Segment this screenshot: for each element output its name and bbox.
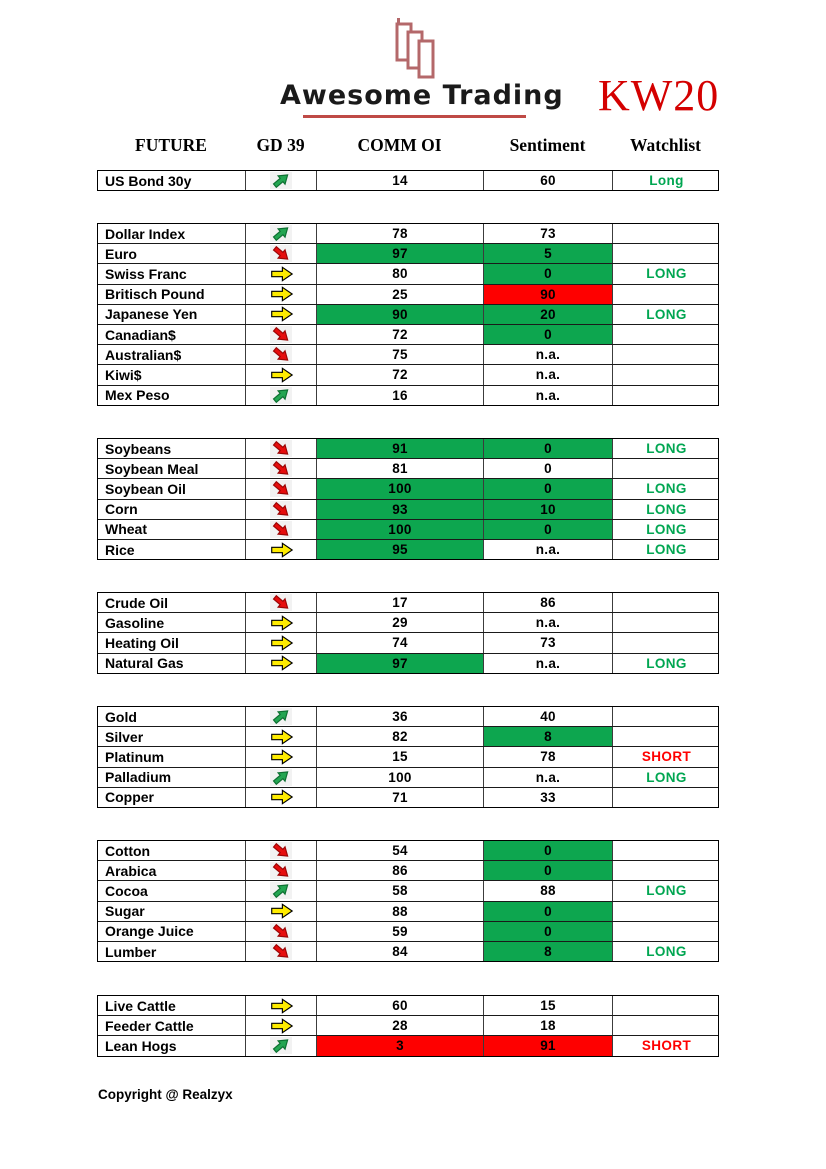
comm-oi-value: 97	[317, 654, 484, 673]
table-row	[98, 224, 718, 244]
trend-cell	[246, 325, 317, 344]
future-name: Heating Oil	[98, 633, 246, 652]
trend-cell	[246, 788, 317, 807]
yellow-right-arrow-icon	[268, 998, 295, 1014]
watchlist-label	[613, 459, 720, 478]
watchlist-label	[613, 345, 720, 364]
table-row	[98, 365, 718, 385]
comm-oi-value: 17	[317, 593, 484, 612]
sentiment-value: 40	[484, 707, 613, 726]
table-row	[98, 439, 718, 459]
table-row	[98, 788, 718, 807]
future-name: Dollar Index	[98, 224, 246, 243]
column-headers	[97, 135, 719, 156]
sentiment-value: 8	[484, 727, 613, 746]
yellow-right-arrow-icon	[268, 367, 295, 383]
sentiment-value: 78	[484, 747, 613, 766]
sentiment-value: 10	[484, 500, 613, 519]
table-row	[98, 459, 718, 479]
green-up-arrow-icon	[270, 1037, 292, 1054]
red-down-arrow-icon	[270, 842, 292, 859]
trend-cell	[246, 922, 317, 941]
table-row	[98, 881, 718, 901]
watchlist-label	[613, 707, 720, 726]
sentiment-value: 8	[484, 942, 613, 961]
sentiment-value: n.a.	[484, 654, 613, 673]
trend-cell	[246, 613, 317, 632]
sentiment-value: 5	[484, 244, 613, 263]
red-down-arrow-icon	[270, 594, 292, 611]
comm-oi-value: 75	[317, 345, 484, 364]
red-down-arrow-icon	[270, 460, 292, 477]
comm-oi-value: 86	[317, 861, 484, 880]
trend-cell	[246, 861, 317, 880]
green-up-arrow-icon	[270, 225, 292, 242]
sentiment-value: n.a.	[484, 365, 613, 384]
sentiment-value: 33	[484, 788, 613, 807]
trend-cell	[246, 540, 317, 559]
trend-cell	[246, 264, 317, 283]
watchlist-label	[613, 1016, 720, 1035]
green-up-arrow-icon	[270, 387, 292, 404]
trend-cell	[246, 1016, 317, 1035]
sentiment-value: 73	[484, 633, 613, 652]
table-row	[98, 768, 718, 788]
watchlist-label: LONG	[646, 441, 687, 457]
copyright: Copyright @ Realzyx	[98, 1087, 233, 1102]
trend-cell	[246, 244, 317, 263]
green-up-arrow-icon	[270, 769, 292, 786]
yellow-right-arrow-icon	[268, 655, 295, 671]
future-name: Cocoa	[98, 881, 246, 900]
table-row	[98, 942, 718, 961]
trend-cell	[246, 479, 317, 498]
future-name: Corn	[98, 500, 246, 519]
green-up-arrow-icon	[270, 172, 292, 189]
yellow-right-arrow-icon	[268, 615, 295, 631]
watchlist-label	[613, 922, 720, 941]
sentiment-value: 20	[484, 305, 613, 324]
table-row	[98, 747, 718, 767]
comm-oi-value: 93	[317, 500, 484, 519]
future-name: Soybean Meal	[98, 459, 246, 478]
table-row	[98, 171, 718, 190]
trend-cell	[246, 345, 317, 364]
comm-oi-value: 84	[317, 942, 484, 961]
yellow-right-arrow-icon	[268, 729, 295, 745]
sentiment-value: 0	[484, 922, 613, 941]
trend-cell	[246, 881, 317, 900]
column-header: FUTURE	[135, 135, 207, 155]
watchlist-label: Long	[649, 173, 684, 189]
sentiment-value: 88	[484, 881, 613, 900]
comm-oi-value: 100	[317, 479, 484, 498]
future-name: Rice	[98, 540, 246, 559]
future-name: Mex Peso	[98, 386, 246, 405]
table-row	[98, 500, 718, 520]
sentiment-value: 0	[484, 439, 613, 458]
trend-cell	[246, 902, 317, 921]
watchlist-label	[613, 996, 720, 1015]
future-name: Silver	[98, 727, 246, 746]
sentiment-value: 0	[484, 902, 613, 921]
comm-oi-value: 28	[317, 1016, 484, 1035]
future-name: Gasoline	[98, 613, 246, 632]
comm-oi-value: 71	[317, 788, 484, 807]
future-name: Gold	[98, 707, 246, 726]
trend-cell	[246, 305, 317, 324]
future-name: Platinum	[98, 747, 246, 766]
comm-oi-value: 72	[317, 365, 484, 384]
brand-title: Awesome Trading	[280, 80, 564, 111]
brand-underline	[303, 115, 526, 118]
watchlist-label: SHORT	[641, 749, 692, 765]
comm-oi-value: 59	[317, 922, 484, 941]
future-name: Palladium	[98, 768, 246, 787]
week-badge: KW20	[598, 71, 720, 120]
future-name: Lean Hogs	[98, 1036, 246, 1055]
future-name: Britisch Pound	[98, 285, 246, 304]
future-name: Canadian$	[98, 325, 246, 344]
trend-cell	[246, 285, 317, 304]
watchlist-label: LONG	[646, 306, 687, 322]
watchlist-label: LONG	[646, 481, 687, 497]
red-down-arrow-icon	[270, 480, 292, 497]
watchlist-label	[613, 902, 720, 921]
future-name: Feeder Cattle	[98, 1016, 246, 1035]
table-row	[98, 285, 718, 305]
watchlist-label	[613, 788, 720, 807]
comm-oi-value: 60	[317, 996, 484, 1015]
future-name: Lumber	[98, 942, 246, 961]
red-down-arrow-icon	[270, 501, 292, 518]
watchlist-label: LONG	[646, 521, 687, 537]
trend-cell	[246, 768, 317, 787]
comm-oi-value: 29	[317, 613, 484, 632]
comm-oi-value: 78	[317, 224, 484, 243]
column-header: Sentiment	[509, 135, 586, 155]
future-name: Cotton	[98, 841, 246, 860]
sentiment-value: n.a.	[484, 345, 613, 364]
yellow-right-arrow-icon	[268, 286, 295, 302]
table-row	[98, 1036, 718, 1055]
table-row	[98, 520, 718, 540]
yellow-right-arrow-icon	[268, 903, 295, 919]
comm-oi-value: 14	[317, 171, 484, 190]
yellow-right-arrow-icon	[268, 635, 295, 651]
watchlist-label: LONG	[646, 944, 687, 960]
trend-cell	[246, 171, 317, 190]
table-row	[98, 654, 718, 673]
sentiment-value: 0	[484, 264, 613, 283]
trend-cell	[246, 459, 317, 478]
red-down-arrow-icon	[270, 440, 292, 457]
future-name: Crude Oil	[98, 593, 246, 612]
trend-cell	[246, 365, 317, 384]
watchlist-label	[613, 365, 720, 384]
table-row	[98, 633, 718, 653]
comm-oi-value: 16	[317, 386, 484, 405]
comm-oi-value: 81	[317, 459, 484, 478]
red-down-arrow-icon	[270, 521, 292, 538]
comm-oi-value: 100	[317, 768, 484, 787]
table-row	[98, 727, 718, 747]
comm-oi-value: 95	[317, 540, 484, 559]
column-header: COMM OI	[357, 135, 442, 155]
table-row	[98, 922, 718, 942]
watchlist-label	[613, 325, 720, 344]
table-row	[98, 593, 718, 613]
future-name: Australian$	[98, 345, 246, 364]
table-row	[98, 325, 718, 345]
sentiment-value: 0	[484, 861, 613, 880]
yellow-right-arrow-icon	[268, 749, 295, 765]
table-row	[98, 264, 718, 284]
futures-table	[97, 840, 719, 962]
table-row	[98, 861, 718, 881]
red-down-arrow-icon	[270, 346, 292, 363]
watchlist-label	[613, 386, 720, 405]
watchlist-label: SHORT	[641, 1038, 692, 1054]
sentiment-value: 86	[484, 593, 613, 612]
sentiment-value: 60	[484, 171, 613, 190]
red-down-arrow-icon	[270, 923, 292, 940]
yellow-right-arrow-icon	[268, 306, 295, 322]
table-row	[98, 996, 718, 1016]
sentiment-value: 15	[484, 996, 613, 1015]
watchlist-label	[613, 285, 720, 304]
table-row	[98, 345, 718, 365]
brand-logo-icon	[390, 16, 446, 82]
watchlist-label	[613, 224, 720, 243]
future-name: Euro	[98, 244, 246, 263]
watchlist-label	[613, 841, 720, 860]
sentiment-value: 0	[484, 325, 613, 344]
comm-oi-value: 88	[317, 902, 484, 921]
trend-cell	[246, 747, 317, 766]
future-name: Arabica	[98, 861, 246, 880]
comm-oi-value: 82	[317, 727, 484, 746]
watchlist-label: LONG	[646, 542, 687, 558]
yellow-right-arrow-icon	[268, 266, 295, 282]
comm-oi-value: 3	[317, 1036, 484, 1055]
futures-table	[97, 592, 719, 674]
watchlist-label	[613, 593, 720, 612]
future-name: Soybeans	[98, 439, 246, 458]
comm-oi-value: 74	[317, 633, 484, 652]
green-up-arrow-icon	[270, 708, 292, 725]
sentiment-value: n.a.	[484, 768, 613, 787]
comm-oi-value: 80	[317, 264, 484, 283]
sentiment-value: 0	[484, 520, 613, 539]
future-name: Swiss Franc	[98, 264, 246, 283]
table-row	[98, 841, 718, 861]
watchlist-label	[613, 244, 720, 263]
watchlist-label: LONG	[646, 769, 687, 785]
comm-oi-value: 58	[317, 881, 484, 900]
watchlist-label: LONG	[646, 501, 687, 517]
trend-cell	[246, 439, 317, 458]
watchlist-label	[613, 861, 720, 880]
watchlist-label	[613, 727, 720, 746]
watchlist-label: LONG	[646, 883, 687, 899]
future-name: Copper	[98, 788, 246, 807]
trend-cell	[246, 520, 317, 539]
yellow-right-arrow-icon	[268, 1018, 295, 1034]
trend-cell	[246, 224, 317, 243]
future-name: Wheat	[98, 520, 246, 539]
trend-cell	[246, 707, 317, 726]
comm-oi-value: 91	[317, 439, 484, 458]
yellow-right-arrow-icon	[268, 789, 295, 805]
sentiment-value: n.a.	[484, 386, 613, 405]
trend-cell	[246, 942, 317, 961]
futures-table	[97, 170, 719, 191]
future-name: Natural Gas	[98, 654, 246, 673]
trend-cell	[246, 386, 317, 405]
future-name: Soybean Oil	[98, 479, 246, 498]
trend-cell	[246, 996, 317, 1015]
table-row	[98, 479, 718, 499]
yellow-right-arrow-icon	[268, 542, 295, 558]
trend-cell	[246, 593, 317, 612]
red-down-arrow-icon	[270, 943, 292, 960]
table-row	[98, 902, 718, 922]
trend-cell	[246, 841, 317, 860]
green-up-arrow-icon	[270, 882, 292, 899]
trend-cell	[246, 1036, 317, 1055]
comm-oi-value: 25	[317, 285, 484, 304]
trend-cell	[246, 727, 317, 746]
table-row	[98, 1016, 718, 1036]
watchlist-label	[613, 633, 720, 652]
column-header: Watchlist	[630, 135, 701, 155]
futures-table	[97, 438, 719, 560]
comm-oi-value: 72	[317, 325, 484, 344]
table-row	[98, 613, 718, 633]
sentiment-value: 0	[484, 479, 613, 498]
sentiment-value: 0	[484, 459, 613, 478]
table-row	[98, 244, 718, 264]
futures-table	[97, 706, 719, 808]
trend-cell	[246, 633, 317, 652]
future-name: Live Cattle	[98, 996, 246, 1015]
future-name: Kiwi$	[98, 365, 246, 384]
watchlist-label: LONG	[646, 655, 687, 671]
futures-table	[97, 223, 719, 406]
red-down-arrow-icon	[270, 862, 292, 879]
comm-oi-value: 100	[317, 520, 484, 539]
table-row	[98, 540, 718, 559]
comm-oi-value: 36	[317, 707, 484, 726]
sentiment-value: 91	[484, 1036, 613, 1055]
table-row	[98, 707, 718, 727]
sentiment-value: 18	[484, 1016, 613, 1035]
red-down-arrow-icon	[270, 326, 292, 343]
sentiment-value: n.a.	[484, 540, 613, 559]
comm-oi-value: 54	[317, 841, 484, 860]
future-name: US Bond 30y	[98, 171, 246, 190]
comm-oi-value: 97	[317, 244, 484, 263]
sentiment-value: 90	[484, 285, 613, 304]
sentiment-value: 73	[484, 224, 613, 243]
trend-cell	[246, 500, 317, 519]
watchlist-label: LONG	[646, 266, 687, 282]
watchlist-label	[613, 613, 720, 632]
comm-oi-value: 90	[317, 305, 484, 324]
futures-table	[97, 995, 719, 1057]
column-header: GD 39	[256, 135, 305, 155]
table-row	[98, 386, 718, 405]
trend-cell	[246, 654, 317, 673]
future-name: Sugar	[98, 902, 246, 921]
sentiment-value: n.a.	[484, 613, 613, 632]
sentiment-value: 0	[484, 841, 613, 860]
future-name: Orange Juice	[98, 922, 246, 941]
table-row	[98, 305, 718, 325]
comm-oi-value: 15	[317, 747, 484, 766]
red-down-arrow-icon	[270, 245, 292, 262]
future-name: Japanese Yen	[98, 305, 246, 324]
